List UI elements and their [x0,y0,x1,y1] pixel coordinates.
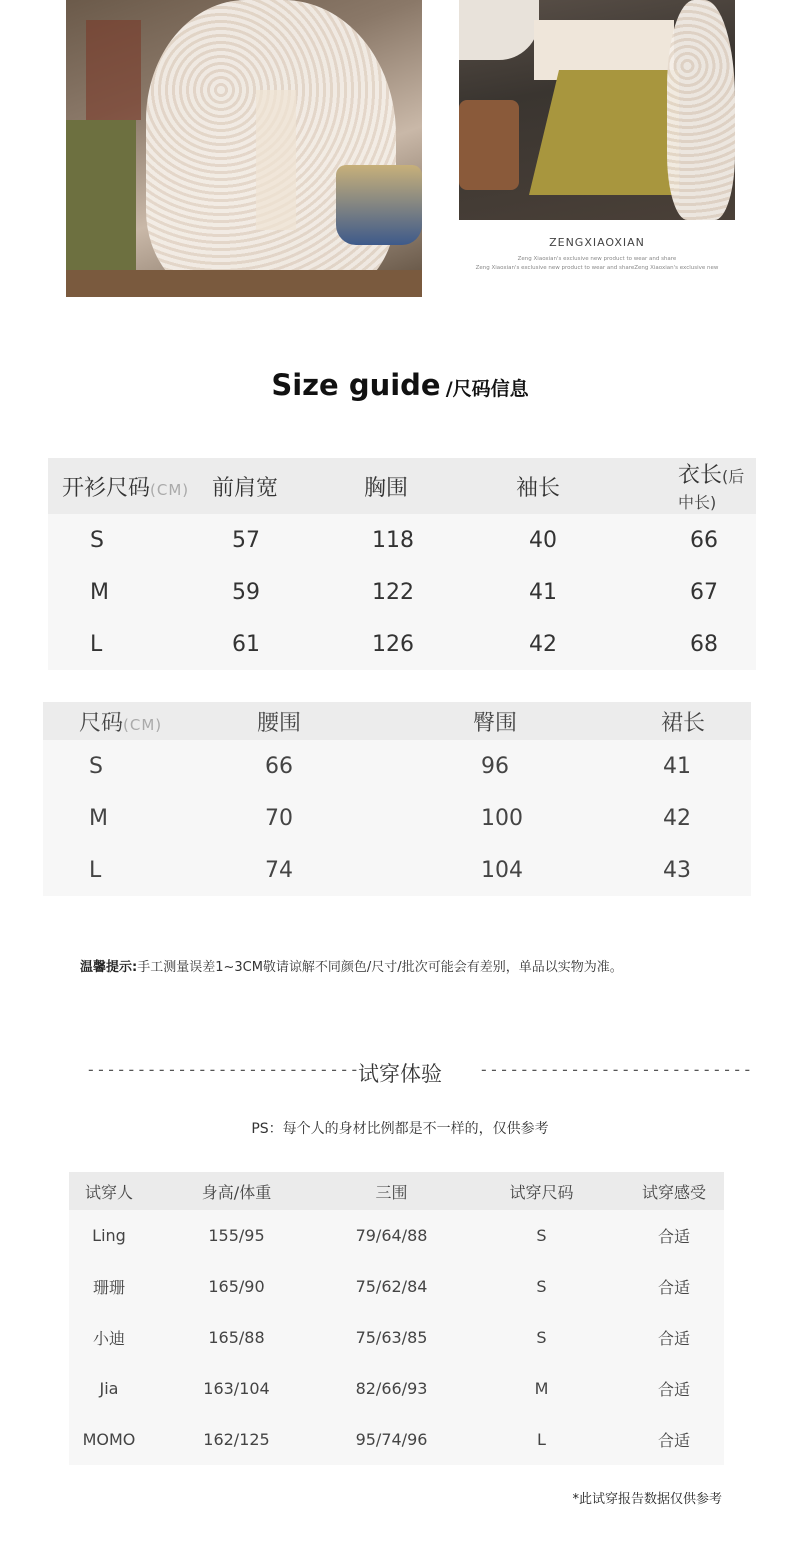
header-cell: 试穿人 [69,1172,149,1210]
header-unit: (后中长) [678,467,745,512]
table-cell: 57 [212,514,342,566]
brand-name: ZENGXIAOXIAN [549,236,645,249]
table-cell: 66 [239,740,437,792]
tryon-feel: 合适 [624,1312,724,1363]
table-cell: 40 [494,514,646,566]
notice-text: 手工测量误差1~3CM敬请谅解不同颜色/尺寸/批次可能会有差别，单品以实物为准。 [137,960,623,975]
table-header-row [43,702,751,740]
header-cell [437,702,623,740]
notice-label: 温馨提示: [80,960,138,975]
brand-tagline-line1: Zeng Xiaoxian's exclusive new product to wear and share [517,256,677,262]
lace-sleeve [667,0,735,220]
tryon-size: L [459,1414,624,1465]
size-cell: L [48,618,212,670]
tie-ribbon [256,90,296,230]
divider-left: --------------------------- [86,1060,360,1079]
height-weight: 165/90 [149,1261,324,1312]
tryon-footnote: *此试穿报告数据仅供参考 [572,1492,722,1507]
height-weight: 162/125 [149,1414,324,1465]
tryon-size: S [459,1312,624,1363]
header-cell: 三围 [324,1172,459,1210]
height-weight: 155/95 [149,1210,324,1261]
table-cell: 42 [494,618,646,670]
table-surface [66,270,422,297]
divider-right: --------------------------- [479,1060,753,1079]
height-weight: 165/88 [149,1312,324,1363]
tester-name: MOMO [69,1414,149,1465]
header-cell: 试穿尺码 [459,1172,624,1210]
header-label: 臀围 [473,710,518,736]
table-cell: 118 [342,514,494,566]
tester-name: Jia [69,1363,149,1414]
table-cell: 100 [437,792,623,844]
table-header-row [48,458,756,514]
measurement-notice [80,956,623,975]
header-label: 腰围 [257,710,302,736]
tester-name: 珊珊 [69,1261,149,1312]
table-row [69,1312,724,1363]
header-cell [212,458,342,514]
size-cell: L [43,844,239,896]
measurements: 79/64/88 [324,1210,459,1261]
table-row [48,514,756,566]
size-cell: S [43,740,239,792]
size-cell: S [48,514,212,566]
table-cell: 66 [646,514,756,566]
table-cell: 68 [646,618,756,670]
header-cell [494,458,646,514]
cardigan-size-table [48,458,756,670]
skirt-size-table [43,702,751,896]
header-cell [239,702,437,740]
sleeve-shape [459,0,539,60]
table-row [43,792,751,844]
height-weight: 163/104 [149,1363,324,1414]
table-row [69,1414,724,1465]
brand-tagline-line2: Zeng Xiaoxian's exclusive new product to wear and shareZeng Xiaoxian's exclusive new [475,265,719,271]
table-cell: 61 [212,618,342,670]
tryon-ps-note: PS：每个人的身材比例都是不一样的，仅供参考 [251,1121,549,1137]
header-cell [342,458,494,514]
table-row [48,566,756,618]
table-cell: 74 [239,844,437,896]
header-label: 胸围 [364,475,409,501]
tryon-size: S [459,1261,624,1312]
size-guide-title-cn: /尺码信息 [445,378,529,400]
table-cell: 42 [623,792,751,844]
coffee-cup [336,165,422,245]
coffee-tray [459,100,519,190]
size-guide-title-en: Size guide [271,368,441,402]
table-row [43,740,751,792]
measurements: 95/74/96 [324,1414,459,1465]
tryon-size: S [459,1210,624,1261]
table-row [69,1363,724,1414]
header-cell [48,458,212,514]
measurements: 75/62/84 [324,1261,459,1312]
header-cell [43,702,239,740]
header-cell: 试穿感受 [624,1172,724,1210]
size-cell: M [48,566,212,618]
brand-tagline [459,255,735,273]
poster-decoration [86,20,141,120]
header-cell [646,458,756,514]
table-row [69,1210,724,1261]
table-row [69,1261,724,1312]
table-cell: 41 [494,566,646,618]
tryon-feel: 合适 [624,1414,724,1465]
product-photo-lace-cardigan [66,0,422,297]
measurements: 82/66/93 [324,1363,459,1414]
product-photo-skirt [459,0,735,220]
header-label: 衣长 [678,463,723,488]
size-cell: M [43,792,239,844]
table-cell: 41 [623,740,751,792]
header-label: 开衫尺码 [62,475,151,501]
tryon-title-label: 试穿体验 [358,1062,442,1086]
tester-name: 小迪 [69,1312,149,1363]
size-guide-title [0,368,800,402]
header-unit: (CM) [123,715,163,734]
brand-block [459,236,735,273]
table-row [43,844,751,896]
tryon-feel: 合适 [624,1210,724,1261]
skirt-shape [529,70,679,195]
tryon-size: M [459,1363,624,1414]
measurements: 75/63/85 [324,1312,459,1363]
table-cell: 126 [342,618,494,670]
header-label: 前肩宽 [212,475,279,501]
tryon-table [69,1172,724,1465]
table-row [48,618,756,670]
table-cell: 43 [623,844,751,896]
table-cell: 96 [437,740,623,792]
tester-name: Ling [69,1210,149,1261]
header-label: 袖长 [516,475,561,501]
header-cell [623,702,751,740]
tryon-feel: 合适 [624,1261,724,1312]
table-cell: 70 [239,792,437,844]
table-cell: 122 [342,566,494,618]
header-unit: (CM) [150,480,190,499]
table-cell: 59 [212,566,342,618]
table-header-row [69,1172,724,1210]
tryon-feel: 合适 [624,1363,724,1414]
header-cell: 身高/体重 [149,1172,324,1210]
header-label: 尺码 [79,710,124,736]
tryon-section-title [0,1058,800,1088]
header-label: 裙长 [661,710,706,736]
table-cell: 104 [437,844,623,896]
table-cell: 67 [646,566,756,618]
